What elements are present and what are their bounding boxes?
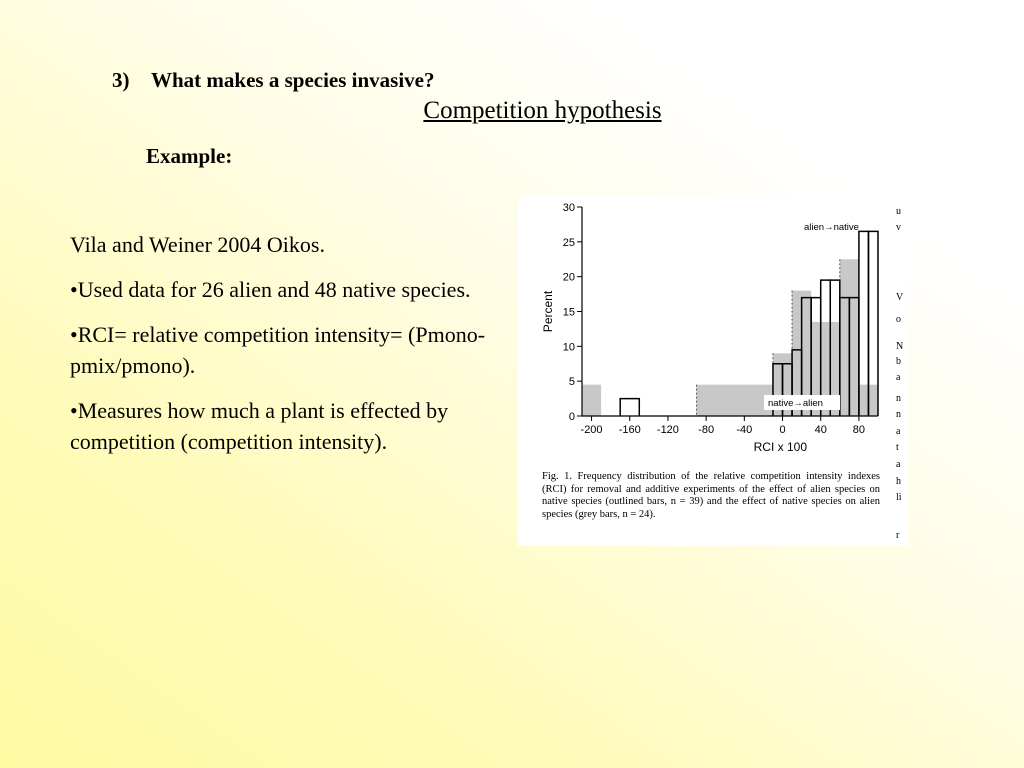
edge-fragment-13: li bbox=[896, 492, 902, 503]
annotation-alien-native: alien→native bbox=[804, 222, 859, 233]
edge-fragment-9: a bbox=[896, 426, 901, 437]
citation-line: Vila and Weiner 2004 Oikos. bbox=[70, 232, 325, 257]
edge-fragment-8: n bbox=[896, 409, 901, 420]
x-tick-label--40: -40 bbox=[736, 424, 753, 436]
heading-number: 3) bbox=[112, 68, 130, 92]
figure-image bbox=[518, 196, 908, 546]
y-tick-label-5: 5 bbox=[568, 376, 575, 389]
x-tick-label-40: 40 bbox=[814, 424, 827, 436]
grey-bar-1 bbox=[697, 385, 773, 416]
y-tick-label-30: 30 bbox=[562, 202, 575, 214]
bullet-measures: •Measures how much a plant is effected by competition (competition intensity). bbox=[70, 398, 449, 454]
y-tick-label-10: 10 bbox=[562, 341, 575, 354]
y-tick-label-25: 25 bbox=[562, 236, 575, 249]
edge-fragment-6: a bbox=[896, 372, 901, 383]
histogram-chart bbox=[518, 196, 908, 471]
y-tick-label-15: 15 bbox=[562, 306, 575, 319]
edge-fragment-5: b bbox=[896, 356, 901, 367]
edge-fragment-2: V bbox=[896, 292, 904, 303]
x-tick-label-0: 0 bbox=[779, 424, 786, 436]
y-axis-label: Percent bbox=[541, 290, 555, 333]
edge-fragment-10: t bbox=[896, 442, 899, 453]
heading-text: What makes a species invasive? bbox=[151, 68, 435, 92]
x-tick-label--160: -160 bbox=[618, 424, 641, 436]
edge-fragment-14: r bbox=[896, 530, 900, 541]
edge-fragment-1: v bbox=[896, 222, 901, 233]
x-tick-label-80: 80 bbox=[852, 424, 866, 436]
edge-fragment-4: N bbox=[896, 341, 904, 352]
body-text bbox=[70, 229, 510, 471]
edge-fragment-7: n bbox=[896, 393, 901, 404]
x-axis-label: RCI x 100 bbox=[753, 440, 808, 454]
x-tick-label--80: -80 bbox=[698, 424, 715, 436]
slide-heading bbox=[112, 68, 435, 93]
y-tick-label-20: 20 bbox=[562, 271, 575, 284]
bullet-rci: •RCI= relative competition intensity= (Pmono-pmix/pmono). bbox=[70, 322, 486, 378]
y-tick-label-0: 0 bbox=[568, 411, 575, 423]
edge-fragment-0: u bbox=[896, 206, 901, 217]
figure-caption: Fig. 1. Frequency distribution of the relative competition intensity indexes (RCI) for removal and additive experiments of the effect of alien species on native species (outlined bars, n = 39) and the effect of native species on alien species (grey bars, n = 24). bbox=[542, 471, 880, 520]
x-tick-label--120: -120 bbox=[656, 424, 679, 436]
outlined-bar-0 bbox=[620, 399, 639, 416]
bullet-data: •Used data for 26 alien and 48 native species. bbox=[70, 277, 471, 302]
edge-fragment-11: a bbox=[896, 459, 901, 470]
grey-bar-0 bbox=[582, 385, 601, 416]
annotation-native-alien: native→alien bbox=[768, 398, 823, 409]
x-tick-label--200: -200 bbox=[580, 424, 603, 436]
edge-fragment-3: o bbox=[896, 314, 901, 325]
example-label: Example: bbox=[146, 144, 233, 168]
edge-fragment-12: h bbox=[896, 476, 901, 487]
slide-subtitle: Competition hypothesis bbox=[423, 97, 662, 124]
